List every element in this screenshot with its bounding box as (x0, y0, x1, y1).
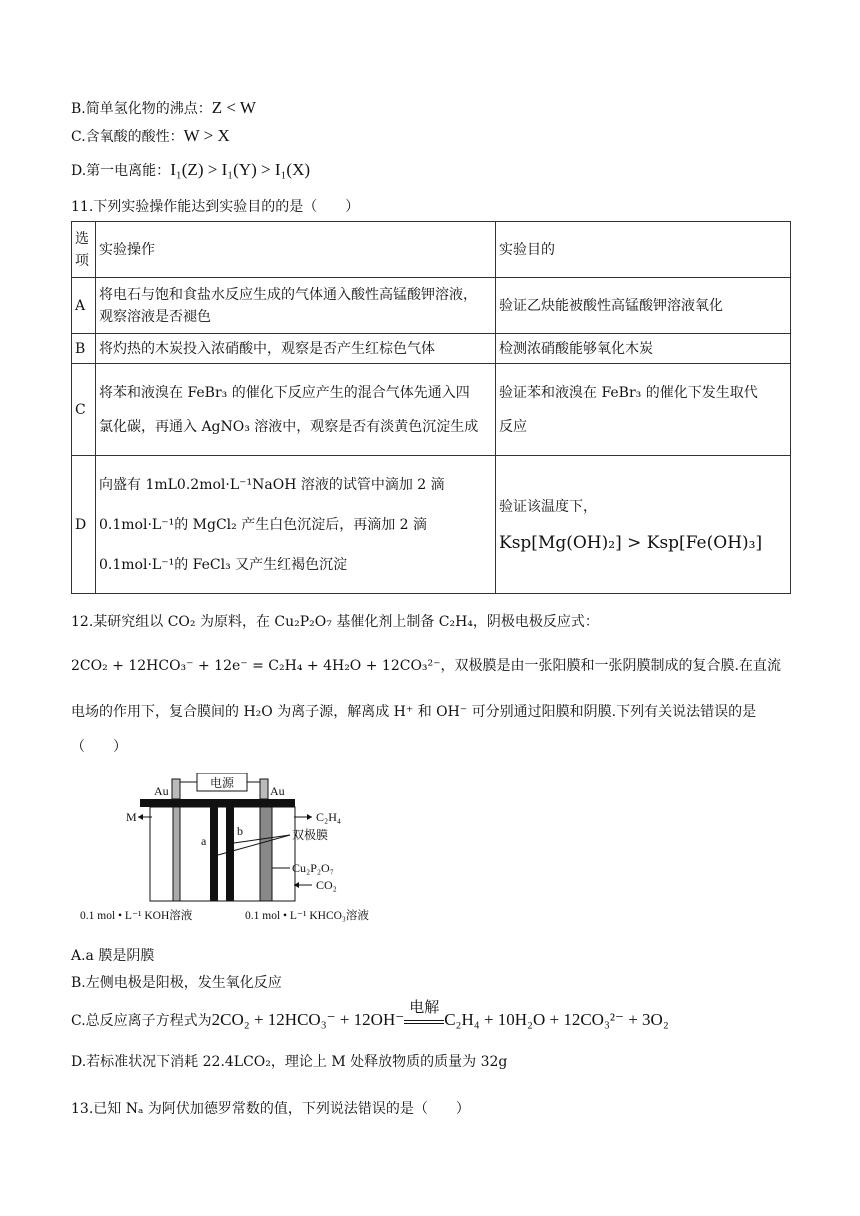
row-b-option: B (72, 334, 96, 364)
cell-line: 验证苯和液溴在 FeBr₃ 的催化下发生取代 (499, 384, 758, 401)
table-row (72, 278, 791, 334)
cell-line: 向盛有 1mL0.2mol·L⁻¹NaOH 溶液的试管中滴加 2 滴 (99, 476, 445, 493)
q12-line4: （ ） (71, 739, 127, 755)
row-b-goal: 检测浓硝酸能够氧化木炭 (496, 334, 791, 364)
electrolysis-diagram (80, 773, 410, 933)
table-row (72, 456, 791, 594)
row-d-goal (496, 456, 791, 594)
row-a-option: A (72, 278, 96, 334)
cell-line: 将电石与饱和食盐水反应生成的气体通入酸性高锰酸钾溶液， (99, 286, 477, 303)
cell-line: 0.1mol·L⁻¹的 MgCl₂ 产生白色沉淀后，再滴加 2 滴 (99, 516, 428, 533)
q12-option-b: B.左侧电极是阳极，发生氧化反应 (71, 975, 282, 991)
row-a-goal (496, 278, 791, 334)
right-solution-label: 0.1 mol • L⁻¹ KHCO₃溶液 (245, 910, 369, 922)
co2-label: CO₂ (316, 878, 337, 892)
au-right-label: Au (270, 784, 285, 798)
equation-right: C₂H₄ + 10H₂O + 12CO₃²⁻ + 3O₂ (444, 1010, 669, 1029)
row-c-operation (96, 364, 496, 456)
row-d-operation (96, 456, 496, 594)
q10-option-d: D.第一电离能：I₁(Z) > I₁(Y) > I₁(X) (71, 160, 311, 179)
au-left-label: Au (154, 784, 169, 798)
cell-line: 0.1mol·L⁻¹的 FeCl₃ 又产生红褐色沉淀 (99, 556, 348, 573)
q11-stem: 11.下列实验操作能达到实验目的的是（ ） (71, 199, 360, 215)
outlet-m-label: M (126, 810, 137, 824)
electrolysis-arrow (404, 998, 444, 1024)
membrane-a (210, 807, 218, 901)
membrane-b-label: b (237, 824, 243, 838)
header-operation: 实验操作 (96, 222, 496, 278)
cell-line: 验证乙炔能被酸性高锰酸钾溶液氧化 (499, 297, 723, 314)
lid-bar (140, 799, 295, 807)
q11-table (71, 221, 791, 594)
option-c-prefix: C.总反应离子方程式为 (71, 1013, 212, 1029)
cell-line: 将苯和液溴在 FeBr₃ 的催化下反应产生的混合气体先通入四 (99, 384, 470, 401)
q13-stem: 13.已知 Nₐ 为阿伏加德罗常数的值，下列说法错误的是（ ） (71, 1101, 470, 1117)
c2h4-label: C₂H₄ (316, 810, 342, 824)
cell-line: 验证该温度下， (499, 498, 597, 515)
q12-line3: 电场的作用下，复合膜间的 H₂O 为离子源，解离成 H⁺ 和 OH⁻ 可分别通过阳膜和阴膜.下列有关说法错误的是 (71, 704, 757, 720)
membrane-a-label: a (201, 834, 207, 848)
q12-option-c (71, 998, 669, 1031)
equation-left: 2CO₂ + 12HCO₃⁻ + 12OH⁻ (211, 1010, 405, 1029)
row-d-option: D (72, 456, 96, 594)
header-option: 选项 (72, 222, 96, 278)
q10-option-c: C.含氧酸的酸性：W > X (71, 126, 230, 145)
cell-line: 观察溶液是否褪色 (99, 308, 211, 325)
row-c-goal (496, 364, 791, 456)
row-b-operation: 将灼热的木炭投入浓硝酸中，观察是否产生红棕色气体 (96, 334, 496, 364)
table-header-row (72, 222, 791, 278)
row-a-operation (96, 278, 496, 334)
cell-line: Ksp[Mg(OH)₂] > Ksp[Fe(OH)₃] (499, 532, 763, 553)
q12-line1: 12.某研究组以 CO₂ 为原料，在 Cu₂P₂O₇ 基催化剂上制备 C₂H₄，阴极电极反应式： (71, 614, 599, 630)
header-goal: 实验目的 (496, 222, 791, 278)
power-label: 电源 (209, 776, 235, 790)
condition-label: 电解 (409, 998, 440, 1016)
cell-line: 反应 (499, 418, 527, 435)
catalyst-label: Cu₂P₂O₇ (292, 861, 334, 875)
table-row (72, 334, 791, 364)
q12-line2: 2CO₂ + 12HCO₃⁻ + 12e⁻ = C₂H₄ + 4H₂O + 12CO₃²⁻，双极膜是由一张阳膜和一张阴膜制成的复合膜.在直流 (71, 658, 781, 674)
bipolar-label: 双极膜 (292, 828, 329, 842)
membrane-b (226, 807, 234, 901)
row-c-option: C (72, 364, 96, 456)
cell-line: 氯化碳，再通入 AgNO₃ 溶液中，观察是否有淡黄色沉淀生成 (99, 418, 479, 435)
q10-option-b: B.简单氢化物的沸点：Z < W (71, 98, 256, 117)
left-electrode (173, 807, 180, 901)
left-solution-label: 0.1 mol • L⁻¹ KOH溶液 (80, 910, 193, 922)
q12-option-a: A.a 膜是阴膜 (71, 948, 155, 964)
right-electrode (260, 807, 272, 901)
table-row (72, 364, 791, 456)
q12-option-d: D.若标准状况下消耗 22.4LCO₂，理论上 M 处释放物质的质量为 32g (71, 1054, 508, 1070)
